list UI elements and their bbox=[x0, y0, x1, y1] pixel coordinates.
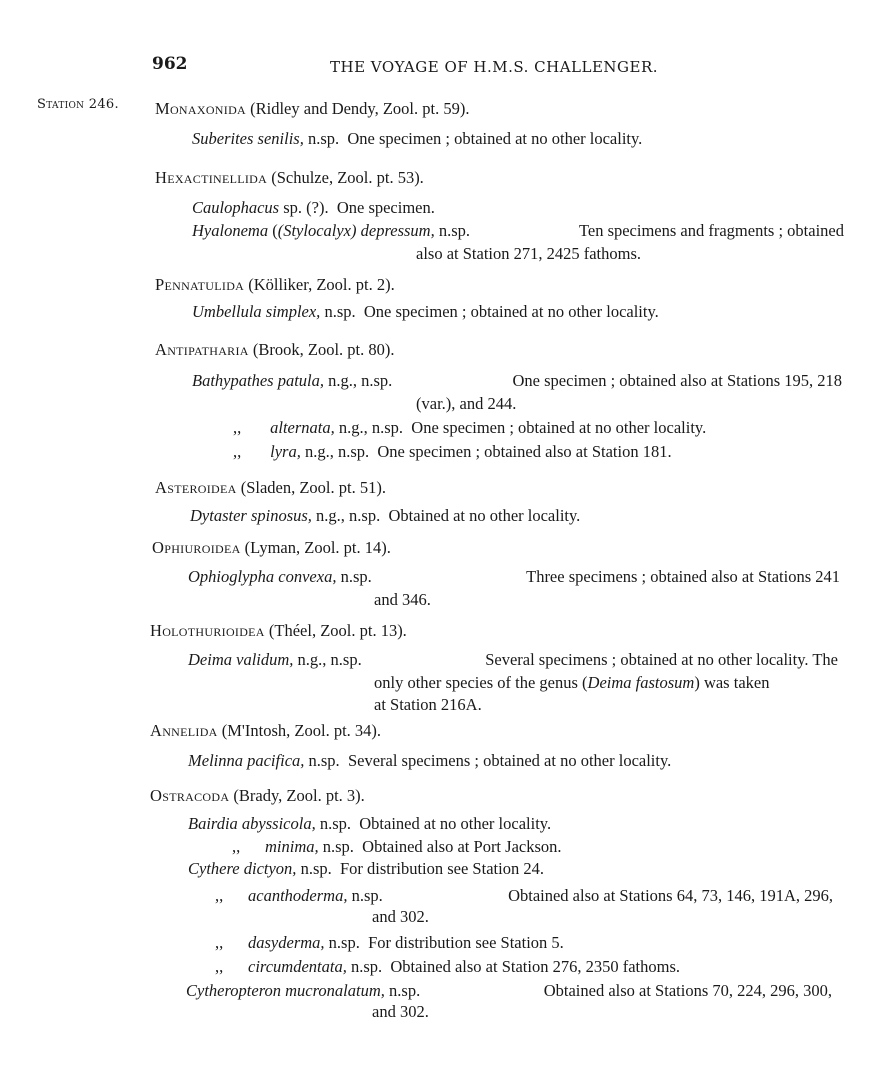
species-name: Cytheropteron mucronalatum, bbox=[186, 981, 385, 1000]
species-status: n.sp. bbox=[308, 751, 340, 770]
species-note: Obtained also at Stations 70, 224, 296, 300, bbox=[543, 981, 832, 1000]
species-entry bbox=[188, 814, 551, 834]
species-name: circumdentata, bbox=[248, 957, 347, 976]
group-heading-antipatharia bbox=[155, 340, 395, 360]
species-note: For distribution see Station 24. bbox=[339, 859, 544, 878]
species-note: One specimen ; obtained at no other locality. bbox=[411, 418, 707, 437]
group-reference: (Brady, Zool. pt. 3). bbox=[233, 786, 365, 805]
species-name: Ophioglypha convexa, bbox=[188, 567, 337, 586]
species-entry bbox=[215, 957, 680, 977]
species-note: Obtained at no other locality. bbox=[359, 814, 552, 833]
group-reference: (Théel, Zool. pt. 13). bbox=[268, 621, 407, 640]
species-name: acanthoderma, bbox=[248, 886, 348, 905]
species-status: n.sp. bbox=[340, 567, 372, 586]
station-label: Station 246. bbox=[37, 97, 119, 112]
species-epithet: depressum, bbox=[360, 221, 435, 240]
group-reference: (Kölliker, Zool. pt. 2). bbox=[248, 275, 395, 294]
group-heading-holothurioidea bbox=[150, 621, 407, 641]
species-status: n.g., n.sp. bbox=[338, 418, 404, 437]
species-note-continued: (var.), and 244. bbox=[416, 394, 517, 413]
species-name: Umbellula simplex, bbox=[192, 302, 321, 321]
species-subgenus: (Stylocalyx) bbox=[277, 221, 357, 240]
group-name: Ostracoda bbox=[150, 786, 230, 805]
group-reference: (Ridley and Dendy, Zool. pt. 59). bbox=[250, 99, 470, 118]
species-entry bbox=[233, 418, 706, 438]
species-note-continued: and 302. bbox=[372, 907, 429, 926]
species-status: n.sp. bbox=[307, 129, 340, 148]
species-name: Bathypathes patula, bbox=[192, 371, 324, 390]
species-status: n.g., n.sp. bbox=[297, 650, 362, 669]
species-note-continued: also at Station 271, 2425 fathoms. bbox=[416, 244, 642, 263]
species-name: lyra, bbox=[270, 442, 301, 461]
group-name: Asteroidea bbox=[155, 478, 237, 497]
species-entry bbox=[192, 129, 642, 149]
species-status: n.g., n.sp. bbox=[304, 442, 370, 461]
species-status: n.sp. bbox=[328, 933, 360, 952]
species-entry bbox=[188, 751, 671, 771]
species-entry bbox=[215, 933, 564, 953]
group-heading-annelida bbox=[150, 721, 381, 741]
group-name: Ophiuroidea bbox=[152, 538, 241, 557]
species-note-continued: and 302. bbox=[372, 1002, 429, 1021]
group-name: Monaxonida bbox=[155, 99, 246, 118]
species-note: Several specimens ; obtained at no other locality. The bbox=[485, 650, 838, 669]
group-reference: (Schulze, Zool. pt. 53). bbox=[271, 168, 424, 187]
species-entry bbox=[233, 442, 672, 462]
ditto-mark: ,, bbox=[215, 886, 224, 905]
species-entry bbox=[188, 567, 840, 587]
group-name: Holothurioidea bbox=[150, 621, 265, 640]
species-name: alternata, bbox=[270, 418, 335, 437]
species-name: dasyderma, bbox=[248, 933, 325, 952]
page-number: 962 bbox=[152, 54, 188, 74]
ditto-mark: ,, bbox=[232, 837, 241, 856]
group-heading-ostracoda bbox=[150, 786, 365, 806]
ditto-mark: ,, bbox=[215, 957, 224, 976]
species-status: n.sp. bbox=[319, 814, 352, 833]
species-name: Deima validum, bbox=[188, 650, 294, 669]
species-note: One specimen ; obtained at no other locality. bbox=[347, 129, 643, 148]
species-note: Three specimens ; obtained also at Stations 241 bbox=[526, 567, 840, 586]
species-status: n.sp. bbox=[350, 957, 383, 976]
species-entry bbox=[188, 650, 838, 670]
species-entry bbox=[215, 886, 833, 906]
species-note-continued: at Station 216A. bbox=[374, 695, 482, 714]
species-name: Deima fastosum bbox=[587, 673, 695, 692]
species-note: Obtained also at Station 276, 2350 fathoms. bbox=[390, 957, 681, 976]
species-entry bbox=[188, 859, 544, 879]
species-entry bbox=[186, 981, 832, 1001]
species-entry bbox=[190, 506, 580, 526]
running-title: THE VOYAGE OF H.M.S. CHALLENGER. bbox=[330, 58, 659, 76]
group-name: Pennatulida bbox=[155, 275, 245, 294]
species-status: sp. (?). bbox=[283, 198, 329, 217]
species-status: n.g., n.sp. bbox=[328, 371, 393, 390]
species-name: minima, bbox=[265, 837, 319, 856]
species-note: For distribution see Station 5. bbox=[368, 933, 564, 952]
species-name: Suberites senilis, bbox=[192, 129, 304, 148]
species-status: n.sp. bbox=[322, 837, 354, 856]
group-reference: (Brook, Zool. pt. 80). bbox=[252, 340, 395, 359]
ditto-mark: ,, bbox=[233, 442, 242, 461]
species-name: Melinna pacifica, bbox=[188, 751, 305, 770]
species-note: Several specimens ; obtained at no other locality. bbox=[347, 751, 672, 770]
species-name: Cythere dictyon, bbox=[188, 859, 297, 878]
species-entry bbox=[192, 198, 435, 218]
group-heading-monaxonida bbox=[155, 99, 469, 119]
species-status: n.sp. bbox=[324, 302, 356, 321]
group-name: Annelida bbox=[150, 721, 218, 740]
species-note-continued: and 346. bbox=[374, 590, 431, 609]
group-name: Antipatharia bbox=[155, 340, 249, 359]
species-status: n.sp. bbox=[300, 859, 332, 878]
species-entry: Hyalonema ((Stylocalyx) depressum, n.sp. Ten specimens and fragments ; obtained bbox=[192, 221, 844, 240]
species-status: n.sp. bbox=[389, 981, 421, 1000]
species-note: Obtained at no other locality. bbox=[388, 506, 581, 525]
species-entry bbox=[232, 837, 562, 857]
species-status: n.sp. bbox=[438, 221, 471, 240]
species-note: One specimen ; obtained at no other locality. bbox=[363, 302, 659, 321]
species-entry bbox=[192, 371, 842, 391]
species-note: Obtained also at Stations 64, 73, 146, 191A, 296, bbox=[508, 886, 833, 905]
species-name: Bairdia abyssicola, bbox=[188, 814, 316, 833]
group-reference: (Lyman, Zool. pt. 14). bbox=[244, 538, 391, 557]
species-entry bbox=[192, 302, 659, 322]
group-name: Hexactinellida bbox=[155, 168, 268, 187]
species-name: Caulophacus bbox=[192, 198, 280, 217]
species-note: One specimen ; obtained also at Station 181. bbox=[377, 442, 672, 461]
species-note: Ten specimens and fragments ; obtained bbox=[578, 221, 844, 240]
group-heading-asteroidea bbox=[155, 478, 386, 498]
ditto-mark: ,, bbox=[233, 418, 242, 437]
group-heading-ophiuroidea bbox=[152, 538, 391, 558]
species-note: One specimen. bbox=[336, 198, 435, 217]
species-name: Hyalonema bbox=[192, 221, 269, 240]
group-reference: (M'Intosh, Zool. pt. 34). bbox=[221, 721, 382, 740]
species-note: Obtained also at Port Jackson. bbox=[362, 837, 562, 856]
group-reference: (Sladen, Zool. pt. 51). bbox=[240, 478, 386, 497]
ditto-mark: ,, bbox=[215, 933, 224, 952]
group-heading-pennatulida bbox=[155, 275, 395, 295]
species-status: n.g., n.sp. bbox=[316, 506, 381, 525]
species-note-continued: only other species of the genus (Deima fastosum) was taken bbox=[374, 673, 770, 692]
species-note: One specimen ; obtained also at Stations 195, 218 bbox=[512, 371, 842, 390]
species-status: n.sp. bbox=[351, 886, 383, 905]
group-heading-hexactinellida bbox=[155, 168, 424, 188]
species-name: Dytaster spinosus, bbox=[190, 506, 312, 525]
